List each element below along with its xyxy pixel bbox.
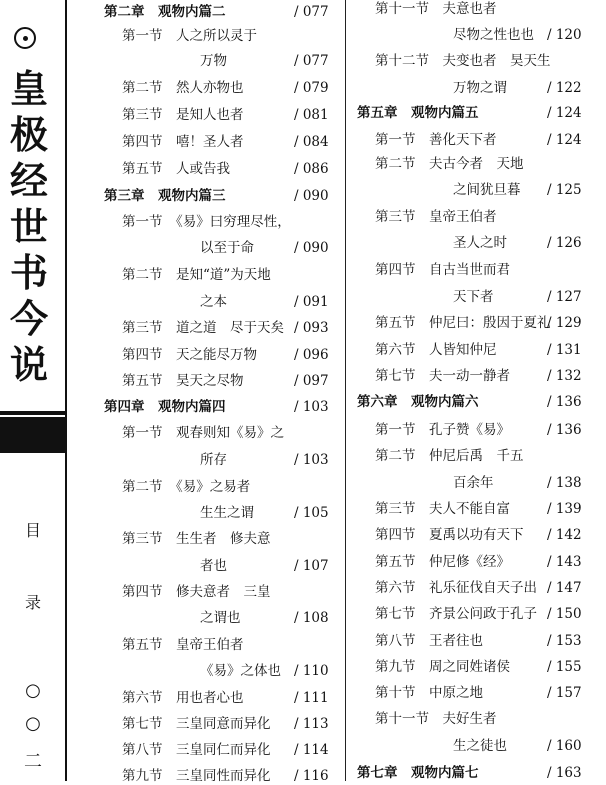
toc-section-title: 第一节 孔子赞《易》 bbox=[375, 422, 510, 438]
toc-page-number: / 091 bbox=[294, 294, 329, 310]
toc-section-title: 第六节 用也者心也 bbox=[122, 690, 244, 706]
toc-entry-continuation: 尽物之性也也 bbox=[453, 27, 534, 43]
toc-page-number: / 122 bbox=[547, 80, 582, 96]
toc-section-title: 第二节 然人亦物也 bbox=[122, 80, 244, 96]
toc-page-number: / 111 bbox=[294, 690, 329, 706]
toc-page-number: / 093 bbox=[294, 320, 329, 336]
toc-section-title: 第一节 人之所以灵于 bbox=[122, 28, 257, 44]
toc-section-title: 第三节 皇帝王伯者 bbox=[375, 209, 497, 225]
toc-entry-continuation: 《易》之体也 bbox=[200, 663, 281, 679]
toc-page-number: / 103 bbox=[294, 452, 329, 468]
book-spine bbox=[0, 0, 66, 781]
toc-page-number: / 116 bbox=[294, 768, 329, 784]
toc-entry-continuation: 之谓也 bbox=[200, 610, 241, 626]
toc-page-number: / 113 bbox=[294, 716, 329, 732]
toc-page-number: / 150 bbox=[547, 606, 582, 622]
toc-section-title: 第七节 夫一动一静者 bbox=[375, 368, 510, 384]
toc-section-title: 第五节 皇帝王伯者 bbox=[122, 637, 244, 653]
toc-page-number: / 142 bbox=[547, 527, 582, 543]
column-divider bbox=[345, 0, 346, 781]
toc-page-number: / 126 bbox=[547, 235, 582, 251]
toc-chapter-title: 第六章 观物内篇六 bbox=[357, 394, 479, 410]
toc-section-title: 第三节 夫人不能自富 bbox=[375, 501, 510, 517]
page-digit: ○ bbox=[25, 713, 41, 734]
toc-page-number: / 081 bbox=[294, 107, 329, 123]
book-title bbox=[4, 66, 54, 388]
toc-section-title: 第一节 观春则知《易》之 bbox=[122, 425, 284, 441]
toc-section-title: 第二节 是知“道”为天地 bbox=[122, 267, 271, 283]
title-char: 今 bbox=[9, 296, 48, 341]
toc-page-number: / 103 bbox=[294, 399, 329, 415]
toc-section-title: 第五节 仲尼曰：殷因于夏礼 bbox=[375, 315, 551, 331]
toc-entry-continuation: 生生之谓 bbox=[200, 505, 254, 521]
toc-entry-continuation: 者也 bbox=[200, 558, 227, 574]
toc-section-title: 第六节 人皆知仲尼 bbox=[375, 342, 497, 358]
toc-section-title: 第五节 仲尼修《经》 bbox=[375, 554, 510, 570]
toc-page-number: / 096 bbox=[294, 347, 329, 363]
toc-entry-continuation: 圣人之时 bbox=[453, 235, 507, 251]
toc-page-number: / 153 bbox=[547, 633, 582, 649]
toc-page-number: / 079 bbox=[294, 80, 329, 96]
toc-section-title: 第四节 夏禹以功有天下 bbox=[375, 527, 524, 543]
decorative-bar bbox=[0, 417, 66, 453]
title-char: 说 bbox=[9, 342, 48, 387]
toc-page-number: / 163 bbox=[547, 765, 582, 781]
toc-entry-continuation: 所存 bbox=[200, 452, 227, 468]
toc-section-title: 第四节 天之能尽万物 bbox=[122, 347, 257, 363]
toc-page-number: / 077 bbox=[294, 4, 329, 20]
title-char: 极 bbox=[9, 112, 48, 157]
spine-border bbox=[65, 0, 67, 781]
toc-section-title: 第五节 昊天之尽物 bbox=[122, 373, 244, 389]
toc-page-number: / 107 bbox=[294, 558, 329, 574]
toc-page-number: / 132 bbox=[547, 368, 582, 384]
toc-section-title: 第十节 中原之地 bbox=[375, 685, 483, 701]
toc-section-title: 第七节 齐景公问政于孔子 bbox=[375, 606, 537, 622]
toc-section-title: 第十二节 夫变也者 昊天生 bbox=[375, 53, 551, 69]
toc-page-number: / 131 bbox=[547, 342, 582, 358]
toc-section-title: 第一节 《易》曰穷理尽性， bbox=[122, 214, 291, 230]
toc-section-title: 第四节 修夫意者 三皇 bbox=[122, 584, 271, 600]
toc-page-number: / 108 bbox=[294, 610, 329, 626]
toc-entry-continuation: 以至于命 bbox=[200, 240, 254, 256]
toc-page-number: / 090 bbox=[294, 240, 329, 256]
toc-page-number: / 124 bbox=[547, 132, 582, 148]
toc-chapter-title: 第七章 观物内篇七 bbox=[357, 765, 479, 781]
toc-entry-continuation: 之本 bbox=[200, 294, 227, 310]
toc-page-number: / 155 bbox=[547, 659, 582, 675]
toc-page-number: / 110 bbox=[294, 663, 329, 679]
toc-page-number: / 136 bbox=[547, 394, 582, 410]
page-digit: ○ bbox=[25, 680, 41, 701]
title-char: 书 bbox=[9, 250, 48, 295]
toc-entry-continuation: 生之徒也 bbox=[453, 738, 507, 754]
toc-chapter-title: 第四章 观物内篇四 bbox=[104, 399, 226, 415]
toc-section-title: 第二节 夫古今者 天地 bbox=[375, 156, 524, 172]
toc-page-number: / 129 bbox=[547, 315, 582, 331]
toc-chapter-title: 第五章 观物内篇五 bbox=[357, 105, 479, 121]
toc-section-title: 第六节 礼乐征伐自天子出 bbox=[375, 580, 537, 596]
toc-section-title: 第十一节 夫好生者 bbox=[375, 711, 497, 727]
toc-page-number: / 157 bbox=[547, 685, 582, 701]
page-digit: 二 bbox=[24, 751, 42, 772]
toc-page-number: / 090 bbox=[294, 188, 329, 204]
toc-page-number: / 077 bbox=[294, 53, 329, 69]
toc-section-title: 第三节 道之道 尽于天矣 bbox=[122, 320, 284, 336]
toc-section-title: 第七节 三皇同意而异化 bbox=[122, 716, 271, 732]
toc-page-number: / 136 bbox=[547, 422, 582, 438]
toc-section-title: 第二节 《易》之易者 bbox=[122, 479, 251, 495]
toc-section-title: 第二节 仲尼后禹 千五 bbox=[375, 448, 524, 464]
toc-section-title: 第三节 生生者 修夫意 bbox=[122, 531, 271, 547]
title-char: 世 bbox=[9, 204, 48, 249]
toc-section-title: 第十一节 夫意也者 bbox=[375, 1, 497, 17]
toc-page-number: / 138 bbox=[547, 475, 582, 491]
toc-section-title: 第八节 三皇同仁而异化 bbox=[122, 742, 271, 758]
toc-page-number: / 084 bbox=[294, 134, 329, 150]
toc-page-number: / 143 bbox=[547, 554, 582, 570]
toc-chapter-title: 第二章 观物内篇二 bbox=[104, 4, 226, 20]
title-char: 皇 bbox=[9, 66, 48, 111]
toc-section-title: 第九节 周之同姓诸侯 bbox=[375, 659, 510, 675]
mulu-char: 目 bbox=[24, 521, 41, 540]
toc-entry-continuation: 百余年 bbox=[453, 475, 494, 491]
toc-section-title: 第三节 是知人也者 bbox=[122, 107, 244, 123]
toc-page-number: / 105 bbox=[294, 505, 329, 521]
toc-page-number: / 097 bbox=[294, 373, 329, 389]
toc-page-number: / 114 bbox=[294, 742, 329, 758]
toc-section-title: 第八节 王者往也 bbox=[375, 633, 483, 649]
toc-page-number: / 147 bbox=[547, 580, 582, 596]
toc-entry-continuation: 万物 bbox=[200, 53, 227, 69]
toc-entry-continuation: 天下者 bbox=[453, 289, 494, 305]
toc-page-number: / 139 bbox=[547, 501, 582, 517]
toc-entry-continuation: 万物之谓 bbox=[453, 80, 507, 96]
toc-section-title: 第五节 人或告我 bbox=[122, 161, 230, 177]
toc-chapter-title: 第三章 观物内篇三 bbox=[104, 188, 226, 204]
toc-page-number: / 124 bbox=[547, 105, 582, 121]
toc-section-title: 第四节 嘻！圣人者 bbox=[122, 134, 244, 150]
toc-page-number: / 086 bbox=[294, 161, 329, 177]
toc-page-number: / 127 bbox=[547, 289, 582, 305]
circle-dot-icon bbox=[14, 27, 36, 49]
mulu-char: 录 bbox=[24, 593, 41, 612]
toc-section-title: 第九节 三皇同性而异化 bbox=[122, 768, 271, 784]
toc-section-title: 第四节 自古当世而君 bbox=[375, 262, 510, 278]
title-char: 经 bbox=[9, 158, 48, 203]
toc-section-title: 第一节 善化天下者 bbox=[375, 132, 497, 148]
toc-entry-continuation: 之间犹旦暮 bbox=[453, 182, 521, 198]
toc-page-number: / 125 bbox=[547, 182, 582, 198]
toc-page-number: / 120 bbox=[547, 27, 582, 43]
toc-page-number: / 160 bbox=[547, 738, 582, 754]
